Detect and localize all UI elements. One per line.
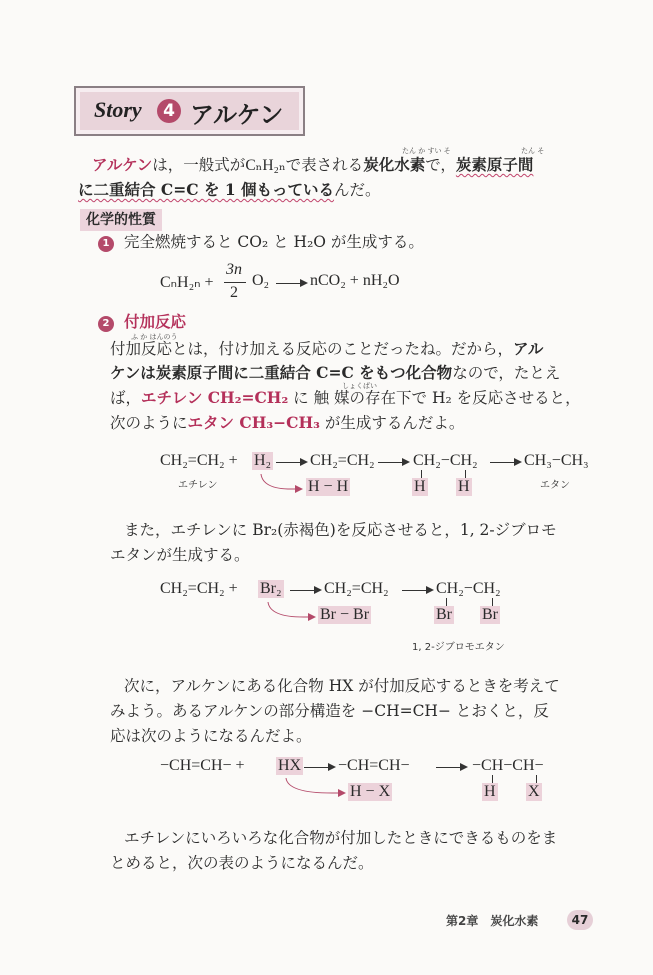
curved-arrow <box>262 600 322 622</box>
term-ethylene: エチレン CH₂=CH₂ <box>141 388 289 407</box>
item-number-2: 2 <box>98 316 114 332</box>
rx3-h: H <box>484 783 496 800</box>
curved-arrow <box>280 776 356 798</box>
page-number: 47 <box>567 910 593 930</box>
reaction-arrow <box>402 590 432 591</box>
reaction-arrow <box>490 462 520 463</box>
para3-line-3: 応は次のようになるんだよ。 <box>110 727 312 745</box>
rx1-ethylene: CH₂=CH₂ + <box>160 452 238 469</box>
rx1-h2: H₂ <box>254 452 272 469</box>
para3-line-1: 次に，アルケンにある化合物 HX が付加反応するときを考えて <box>124 677 560 695</box>
eq1-o2: O₂ <box>252 272 270 289</box>
rx1-label-ethylene: エチレン <box>178 480 218 491</box>
text-bold: アル <box>513 339 544 358</box>
text: が生成するんだよ。 <box>319 414 465 432</box>
text: は，一般式が <box>152 156 246 174</box>
ruby-catalyst: しょくばい <box>342 382 377 390</box>
para4-line-1: エチレンにいろいろな化合物が付加したときにできるものをま <box>124 829 558 847</box>
reaction-arrow <box>290 590 320 591</box>
para2-line-2: エタンが生成する。 <box>110 546 250 564</box>
reaction-arrow <box>304 767 334 768</box>
rx1-ethane: CH₃−CH₃ <box>524 452 589 469</box>
rx3-hx: HX <box>278 757 302 774</box>
rx1-split-h-h: H − H <box>308 478 349 495</box>
para2-line-1: また，エチレンに Br₂(赤褐色)を反応させると，1, 2-ジブロモ <box>124 521 557 539</box>
rx3-split-h-x: H − X <box>350 783 391 800</box>
reaction-arrow <box>378 462 408 463</box>
fraction-bar <box>224 282 246 283</box>
rx2-br-2: Br <box>482 606 498 623</box>
section-heading: 化学的性質 <box>80 209 162 231</box>
ruby-addition: ふ か はんのう <box>131 333 178 341</box>
rx3-x: X <box>528 783 540 800</box>
rx2-label-product: 1, 2-ジブロモエタン <box>412 642 505 653</box>
intro-line-1 <box>92 156 533 176</box>
rx2-product: CH₂−CH₂ <box>436 580 501 597</box>
page-title: アルケン <box>190 101 284 129</box>
item-number-1: 1 <box>98 236 114 252</box>
term-alkene: アルケン <box>92 155 153 174</box>
para4-line-2: とめると，次の表のようになるんだ。 <box>110 854 374 872</box>
text: んだ。 <box>334 181 381 199</box>
rx2-br2: Br₂ <box>260 580 282 597</box>
para1-line-3 <box>110 389 581 408</box>
text: で表される <box>285 156 364 174</box>
ruby-hydrocarbon: たん か すい そ <box>402 147 451 155</box>
eq1-frac-num: 3n <box>226 261 242 278</box>
reaction-arrow <box>276 462 306 463</box>
rx1-opened: CH₂−CH₂ <box>413 452 478 469</box>
reaction-arrow <box>276 283 306 284</box>
chapter-label: 第2章 炭化水素 <box>446 914 539 928</box>
item-1-text: 完全燃焼すると CO₂ と H₂O が生成する。 <box>124 233 424 251</box>
rx1-intermediate: CH₂=CH₂ <box>310 452 375 469</box>
text-bold: ケンは炭素原子間に二重結合 C=C をもつ化合物 <box>110 363 453 382</box>
para1-line-4 <box>110 414 464 433</box>
intro-line-2 <box>78 181 381 200</box>
rx1-h-2: H <box>458 478 470 495</box>
rx1-h-1: H <box>414 478 426 495</box>
rx2-intermediate: CH₂=CH₂ <box>324 580 389 597</box>
text: で， <box>425 156 456 174</box>
rx1-label-ethane: エタン <box>540 480 570 491</box>
rx3-product: −CH−CH− <box>472 757 544 774</box>
term-ethane: エタン CH₃−CH₃ <box>187 413 320 432</box>
para1-line-1 <box>110 340 543 359</box>
story-label: Story <box>94 97 142 122</box>
eq1-left: CₙH₂ₙ + <box>160 274 214 291</box>
ruby-carbon: たん そ <box>521 147 545 155</box>
text: に 触 媒の存在下で H₂ を反応させると， <box>288 389 581 407</box>
term-carbon-atoms: 炭素原子間 <box>455 155 534 174</box>
eq1-frac-den: 2 <box>230 284 238 301</box>
item-2-title: 付加反応 <box>124 312 187 331</box>
text: 次のように <box>110 414 188 432</box>
eq1-right: nCO₂ + nH₂O <box>310 272 400 289</box>
general-formula: CₙH₂ₙ <box>245 157 286 174</box>
para1-line-2 <box>110 364 560 383</box>
story-number-badge: 4 <box>157 99 181 123</box>
para3-line-2: みよう。あるアルケンの部分構造を −CH=CH− とおくと，反 <box>110 702 549 720</box>
rx3-alkene: −CH=CH− + <box>160 757 245 774</box>
reaction-arrow <box>436 767 466 768</box>
rx3-intermediate: −CH=CH− <box>338 757 410 774</box>
text: なので，たとえ <box>452 364 561 382</box>
term-hydrocarbon: 炭化水素 <box>363 155 426 174</box>
rx2-ethylene: CH₂=CH₂ + <box>160 580 238 597</box>
rx2-split-br-br: Br − Br <box>320 606 370 623</box>
text: 付加反応とは，付け加える反応のことだったね。だから， <box>110 340 514 358</box>
key-sentence: に二重結合 C=C を 1 個もっている <box>78 180 335 199</box>
text: ば， <box>110 389 142 407</box>
rx2-br-1: Br <box>436 606 452 623</box>
